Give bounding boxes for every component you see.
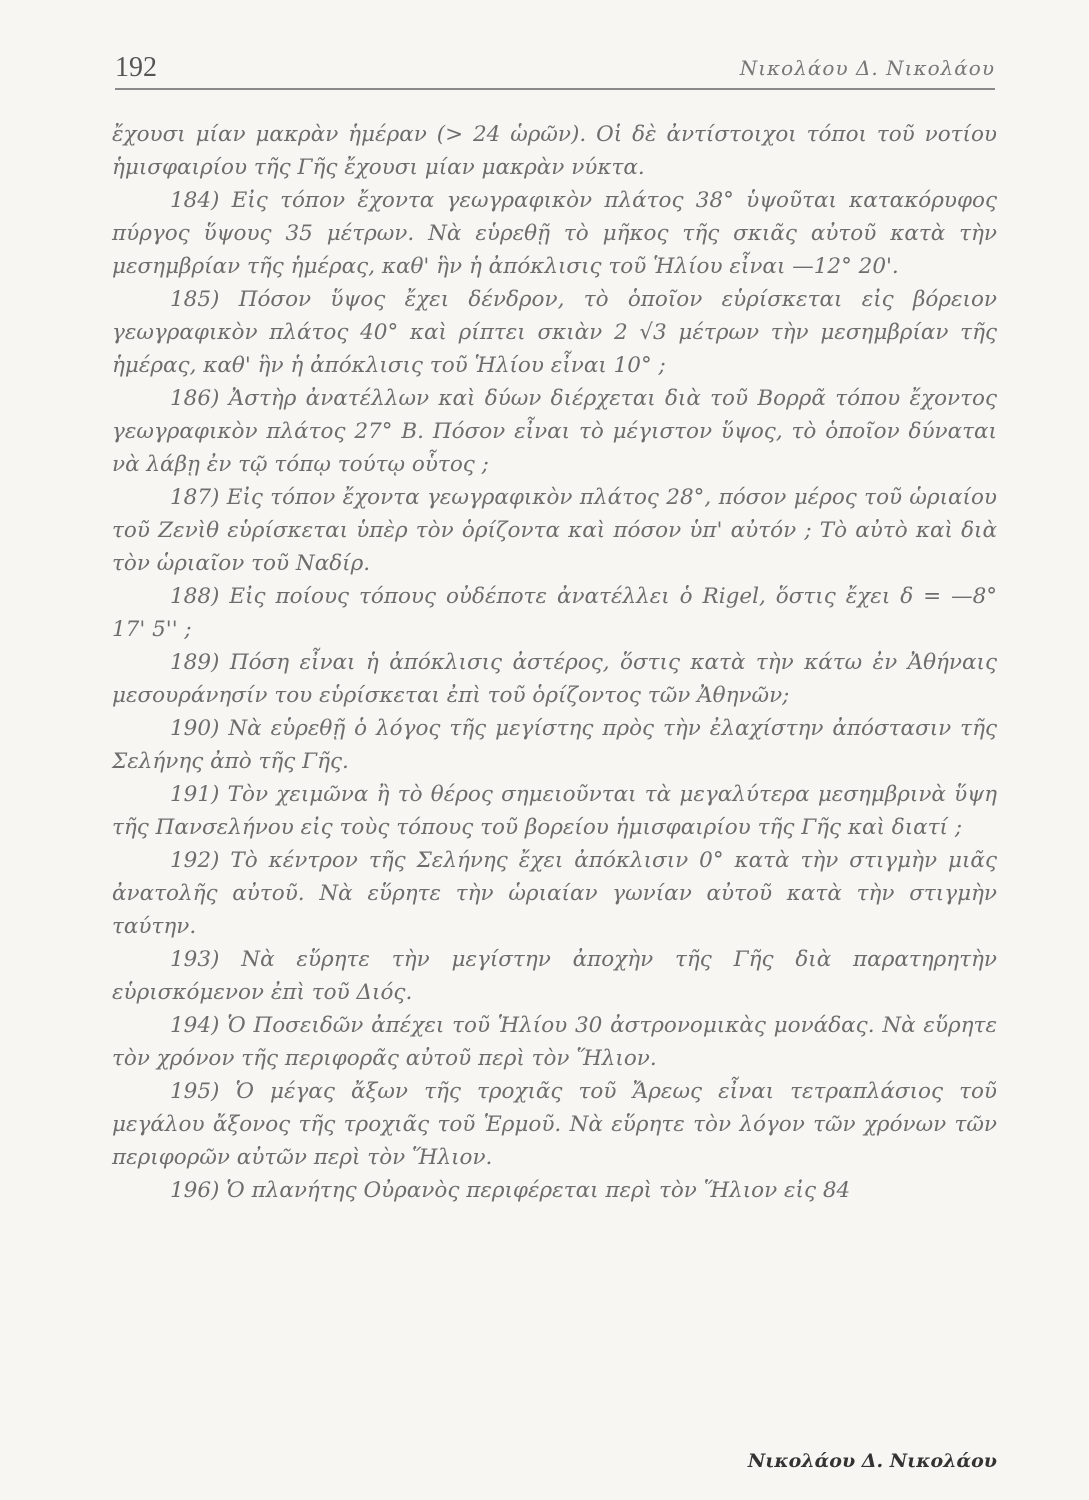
exercise-188: 188) Εἰς ποίους τόπους οὐδέποτε ἀνατέλλει ὁ Rigel, ὅστις ἔχει δ = —8° 17' 5'' ; <box>112 584 997 642</box>
paragraph: ἔχουσι μίαν μακρὰν ἡμέραν (> 24 ὡρῶν). Οἱ δὲ ἀντίστοιχοι τόποι τοῦ νοτίου ἡμισφαιρίου τῆς Γῆς ἔχουσι μίαν μακρὰν νύκτα. <box>112 122 997 180</box>
exercise-191: 191) Τὸν χειμῶνα ἢ τὸ θέρος σημειοῦνται τὰ μεγαλύτερα μεσημβρινὰ ὕψη τῆς Πανσελήνου εἰς τοὺς τόπους τοῦ βορείου ἡμισφαιρίου τῆς Γῆς καὶ διατί ; <box>112 782 997 840</box>
page-number: 192 <box>115 52 157 83</box>
exercise-186: 186) Ἀστὴρ ἀνατέλλων καὶ δύων διέρχεται διὰ τοῦ Βορρᾶ τόπου ἔχοντος γεωγραφικὸν πλάτος 27° Β. Πόσον εἶναι τὸ μέγιστον ὕψος, τὸ ὁποῖον δύναται νὰ λάβῃ ἐν τῷ τόπῳ τούτῳ οὗτος ; <box>112 386 997 477</box>
exercise-192: 192) Τὸ κέντρον τῆς Σελήνης ἔχει ἀπόκλισιν 0° κατὰ τὴν στιγμὴν μιᾶς ἀνατολῆς αὐτοῦ. Νὰ εὕρητε τὴν ὡριαίαν γωνίαν αὐτοῦ κατὰ τὴν στιγμὴν ταύτην. <box>112 848 997 939</box>
exercise-184: 184) Εἰς τόπον ἔχοντα γεωγραφικὸν πλάτος 38° ὑψοῦται κατακόρυφος πύργος ὕψους 35 μέτρων. Νὰ εὑρεθῇ τὸ μῆκος τῆς σκιᾶς αὐτοῦ κατὰ τὴν μεσημβρίαν τῆς ἡμέρας, καθ' ἣν ἡ ἀπόκλισις τοῦ Ἡλίου εἶναι —12° 20'. <box>112 188 997 279</box>
exercise-193: 193) Νὰ εὕρητε τὴν μεγίστην ἀποχὴν τῆς Γῆς διὰ παρατηρητὴν εὑρισκόμενον ἐπὶ τοῦ Διός. <box>112 947 997 1005</box>
exercise-190: 190) Νὰ εὑρεθῇ ὁ λόγος τῆς μεγίστης πρὸς τὴν ἐλαχίστην ἀπόστασιν τῆς Σελήνης ἀπὸ τῆς Γῆς. <box>112 716 997 774</box>
page-header <box>115 52 995 90</box>
exercise-195: 195) Ὁ μέγας ἄξων τῆς τροχιᾶς τοῦ Ἄρεως εἶναι τετραπλάσιος τοῦ μεγάλου ἄξονος τῆς τροχιᾶς τοῦ Ἑρμοῦ. Νὰ εὕρητε τὸν λόγον τῶν χρόνων τῶν περιφορῶν αὐτῶν περὶ τὸν Ἥλιον. <box>112 1079 997 1170</box>
footer-signature: Νικολάου Δ. Νικολάου <box>747 1450 997 1472</box>
document-body <box>112 118 997 1207</box>
exercise-187: 187) Εἰς τόπον ἔχοντα γεωγραφικὸν πλάτος 28°, πόσον μέρος τοῦ ὡριαίου τοῦ Ζενὶθ εὑρίσκεται ὑπὲρ τὸν ὁρίζοντα καὶ πόσον ὑπ' αὐτόν ; Τὸ αὐτὸ καὶ διὰ τὸν ὡριαῖον τοῦ Ναδίρ. <box>112 485 997 576</box>
exercise-196: 196) Ὁ πλανήτης Οὐρανὸς περιφέρεται περὶ τὸν Ἥλιον εἰς 84 <box>170 1178 851 1203</box>
exercise-185: 185) Πόσον ὕψος ἔχει δένδρον, τὸ ὁποῖον εὑρίσκεται εἰς βόρειον γεωγραφικὸν πλάτος 40° καὶ ρίπτει σκιὰν 2 √3 μέτρων τὴν μεσημβρίαν τῆς ἡμέρας, καθ' ἣν ἡ ἀπόκλισις τοῦ Ἡλίου εἶναι 10° ; <box>112 287 997 378</box>
exercise-194: 194) Ὁ Ποσειδῶν ἀπέχει τοῦ Ἡλίου 30 ἀστρονομικὰς μονάδας. Νὰ εὕρητε τὸν χρόνον τῆς περιφορᾶς αὐτοῦ περὶ τὸν Ἥλιον. <box>112 1013 997 1071</box>
running-head: Νικολάου Δ. Νικολάου <box>739 56 995 80</box>
exercise-189: 189) Πόση εἶναι ἡ ἀπόκλισις ἀστέρος, ὅστις κατὰ τὴν κάτω ἐν Ἀθήναις μεσουράνησίν του εὑρίσκεται ἐπὶ τοῦ ὁρίζοντος τῶν Ἀθηνῶν; <box>112 650 997 708</box>
